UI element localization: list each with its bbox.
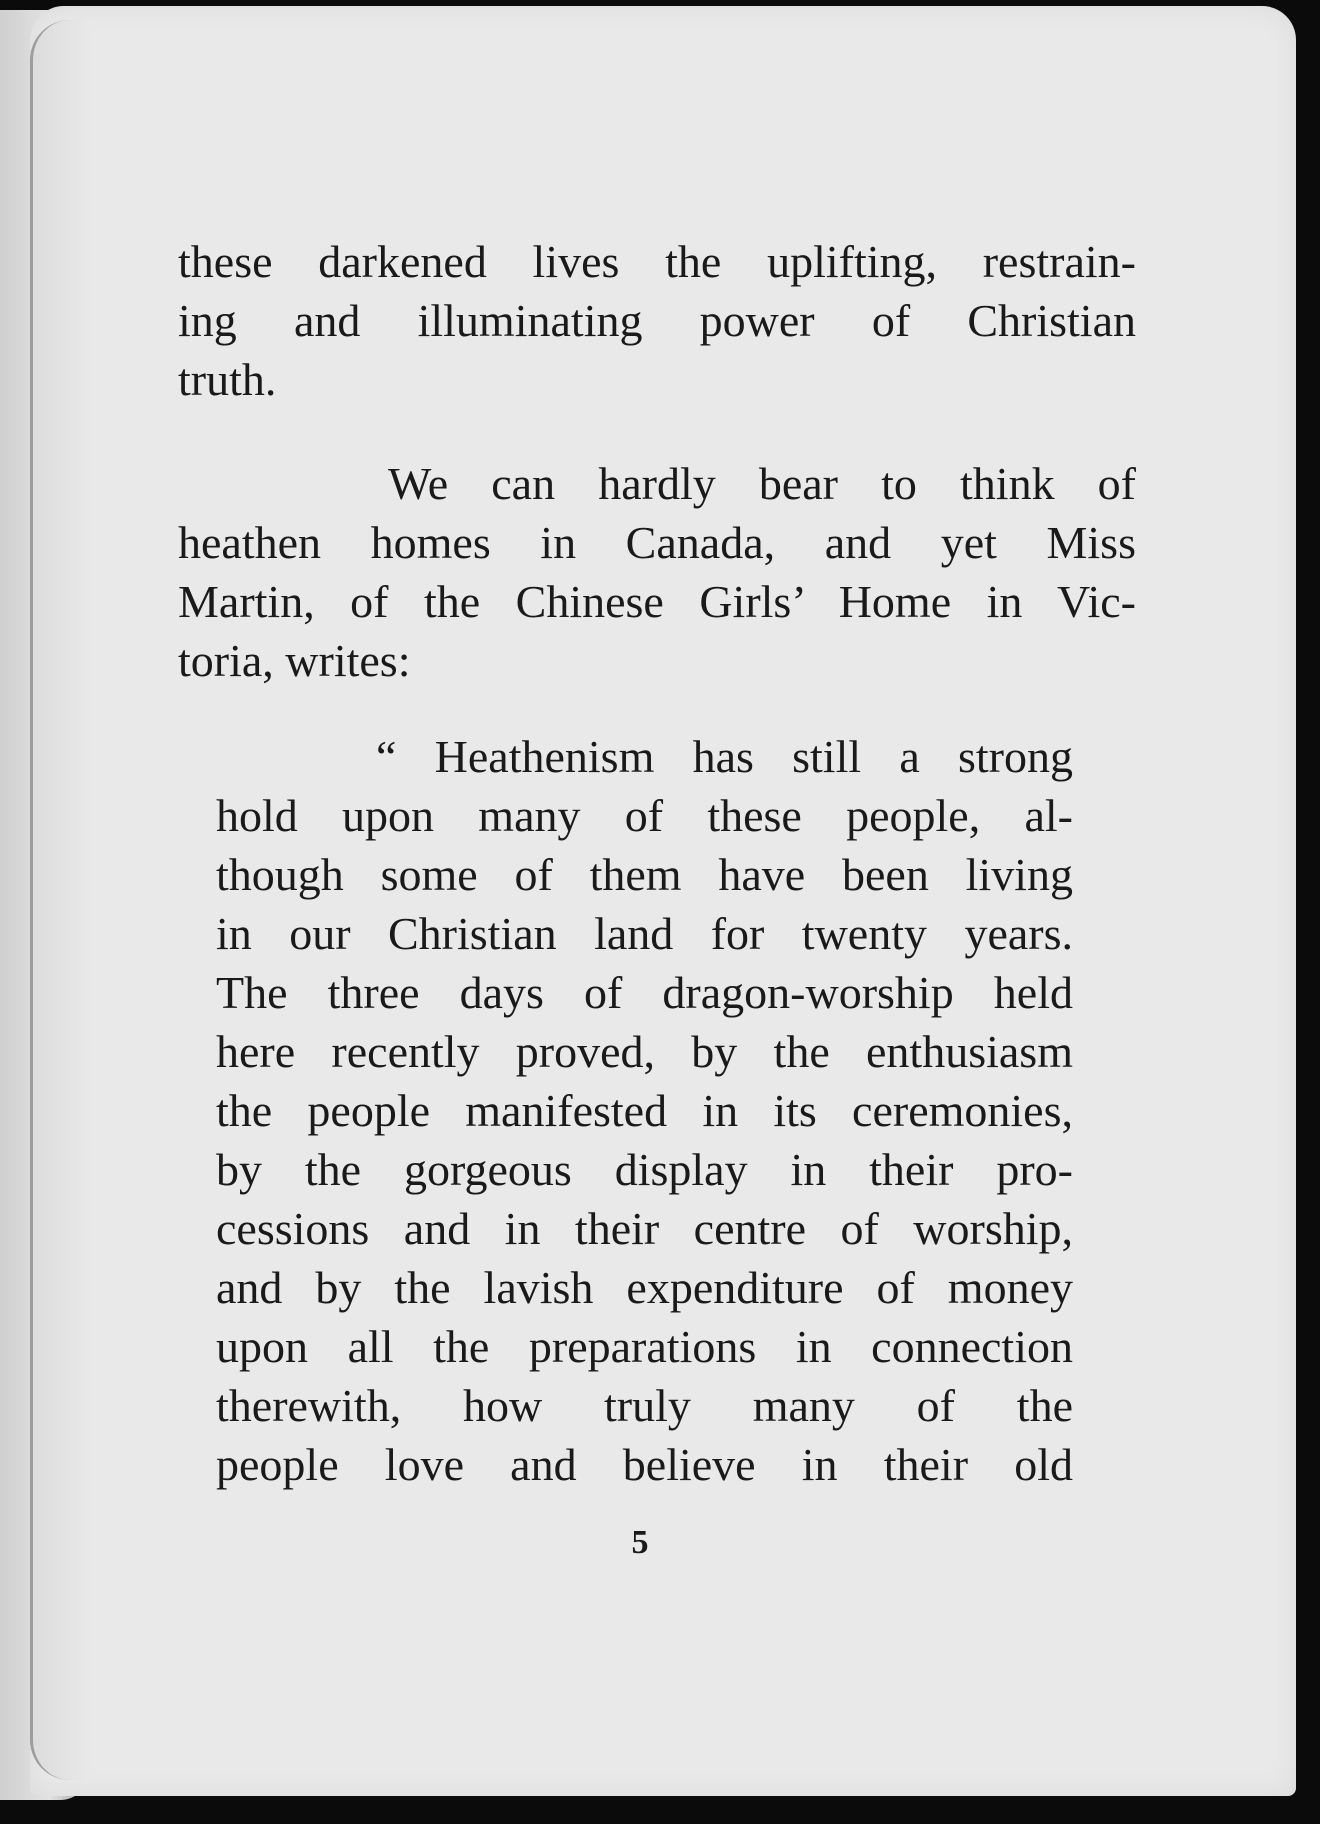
text-line: and by the lavish expenditure of money: [216, 1262, 1073, 1313]
page-binding-edge: [30, 20, 93, 1780]
text-line: people love and believe in their old: [216, 1439, 1073, 1490]
text-line: by the gorgeous display in their pro-: [216, 1144, 1073, 1195]
text-line: these darkened lives the uplifting, restrain-: [178, 236, 1136, 287]
text-line: here recently proved, by the enthusiasm: [216, 1026, 1073, 1077]
page-number: 5: [631, 1524, 649, 1561]
text-line: the people manifested in its ceremonies,: [216, 1085, 1073, 1136]
text-line: heathen homes in Canada, and yet Miss: [178, 517, 1136, 568]
text-line: truth.: [178, 354, 277, 405]
text-line: We can hardly bear to think of: [388, 458, 1136, 509]
paragraph-1: [178, 232, 1136, 409]
text-line: hold upon many of these people, al-: [216, 790, 1073, 841]
text-line: therewith, how truly many of the: [216, 1380, 1073, 1431]
text-line: upon all the preparations in connection: [216, 1321, 1073, 1372]
text-line: though some of them have been living: [216, 849, 1073, 900]
paragraph-2: [178, 454, 1136, 690]
text-line: toria, writes:: [178, 635, 411, 686]
text-line: cessions and in their centre of worship,: [216, 1203, 1073, 1254]
text-line: in our Christian land for twenty years.: [216, 908, 1073, 959]
block-quote: [216, 727, 1073, 1494]
text-line: Martin, of the Chinese Girls’ Home in Vic-: [178, 576, 1136, 627]
text-line: ing and illuminating power of Christian: [178, 295, 1136, 346]
text-line: The three days of dragon-worship held: [216, 967, 1073, 1018]
text-line: “ Heathenism has still a strong: [376, 731, 1073, 782]
